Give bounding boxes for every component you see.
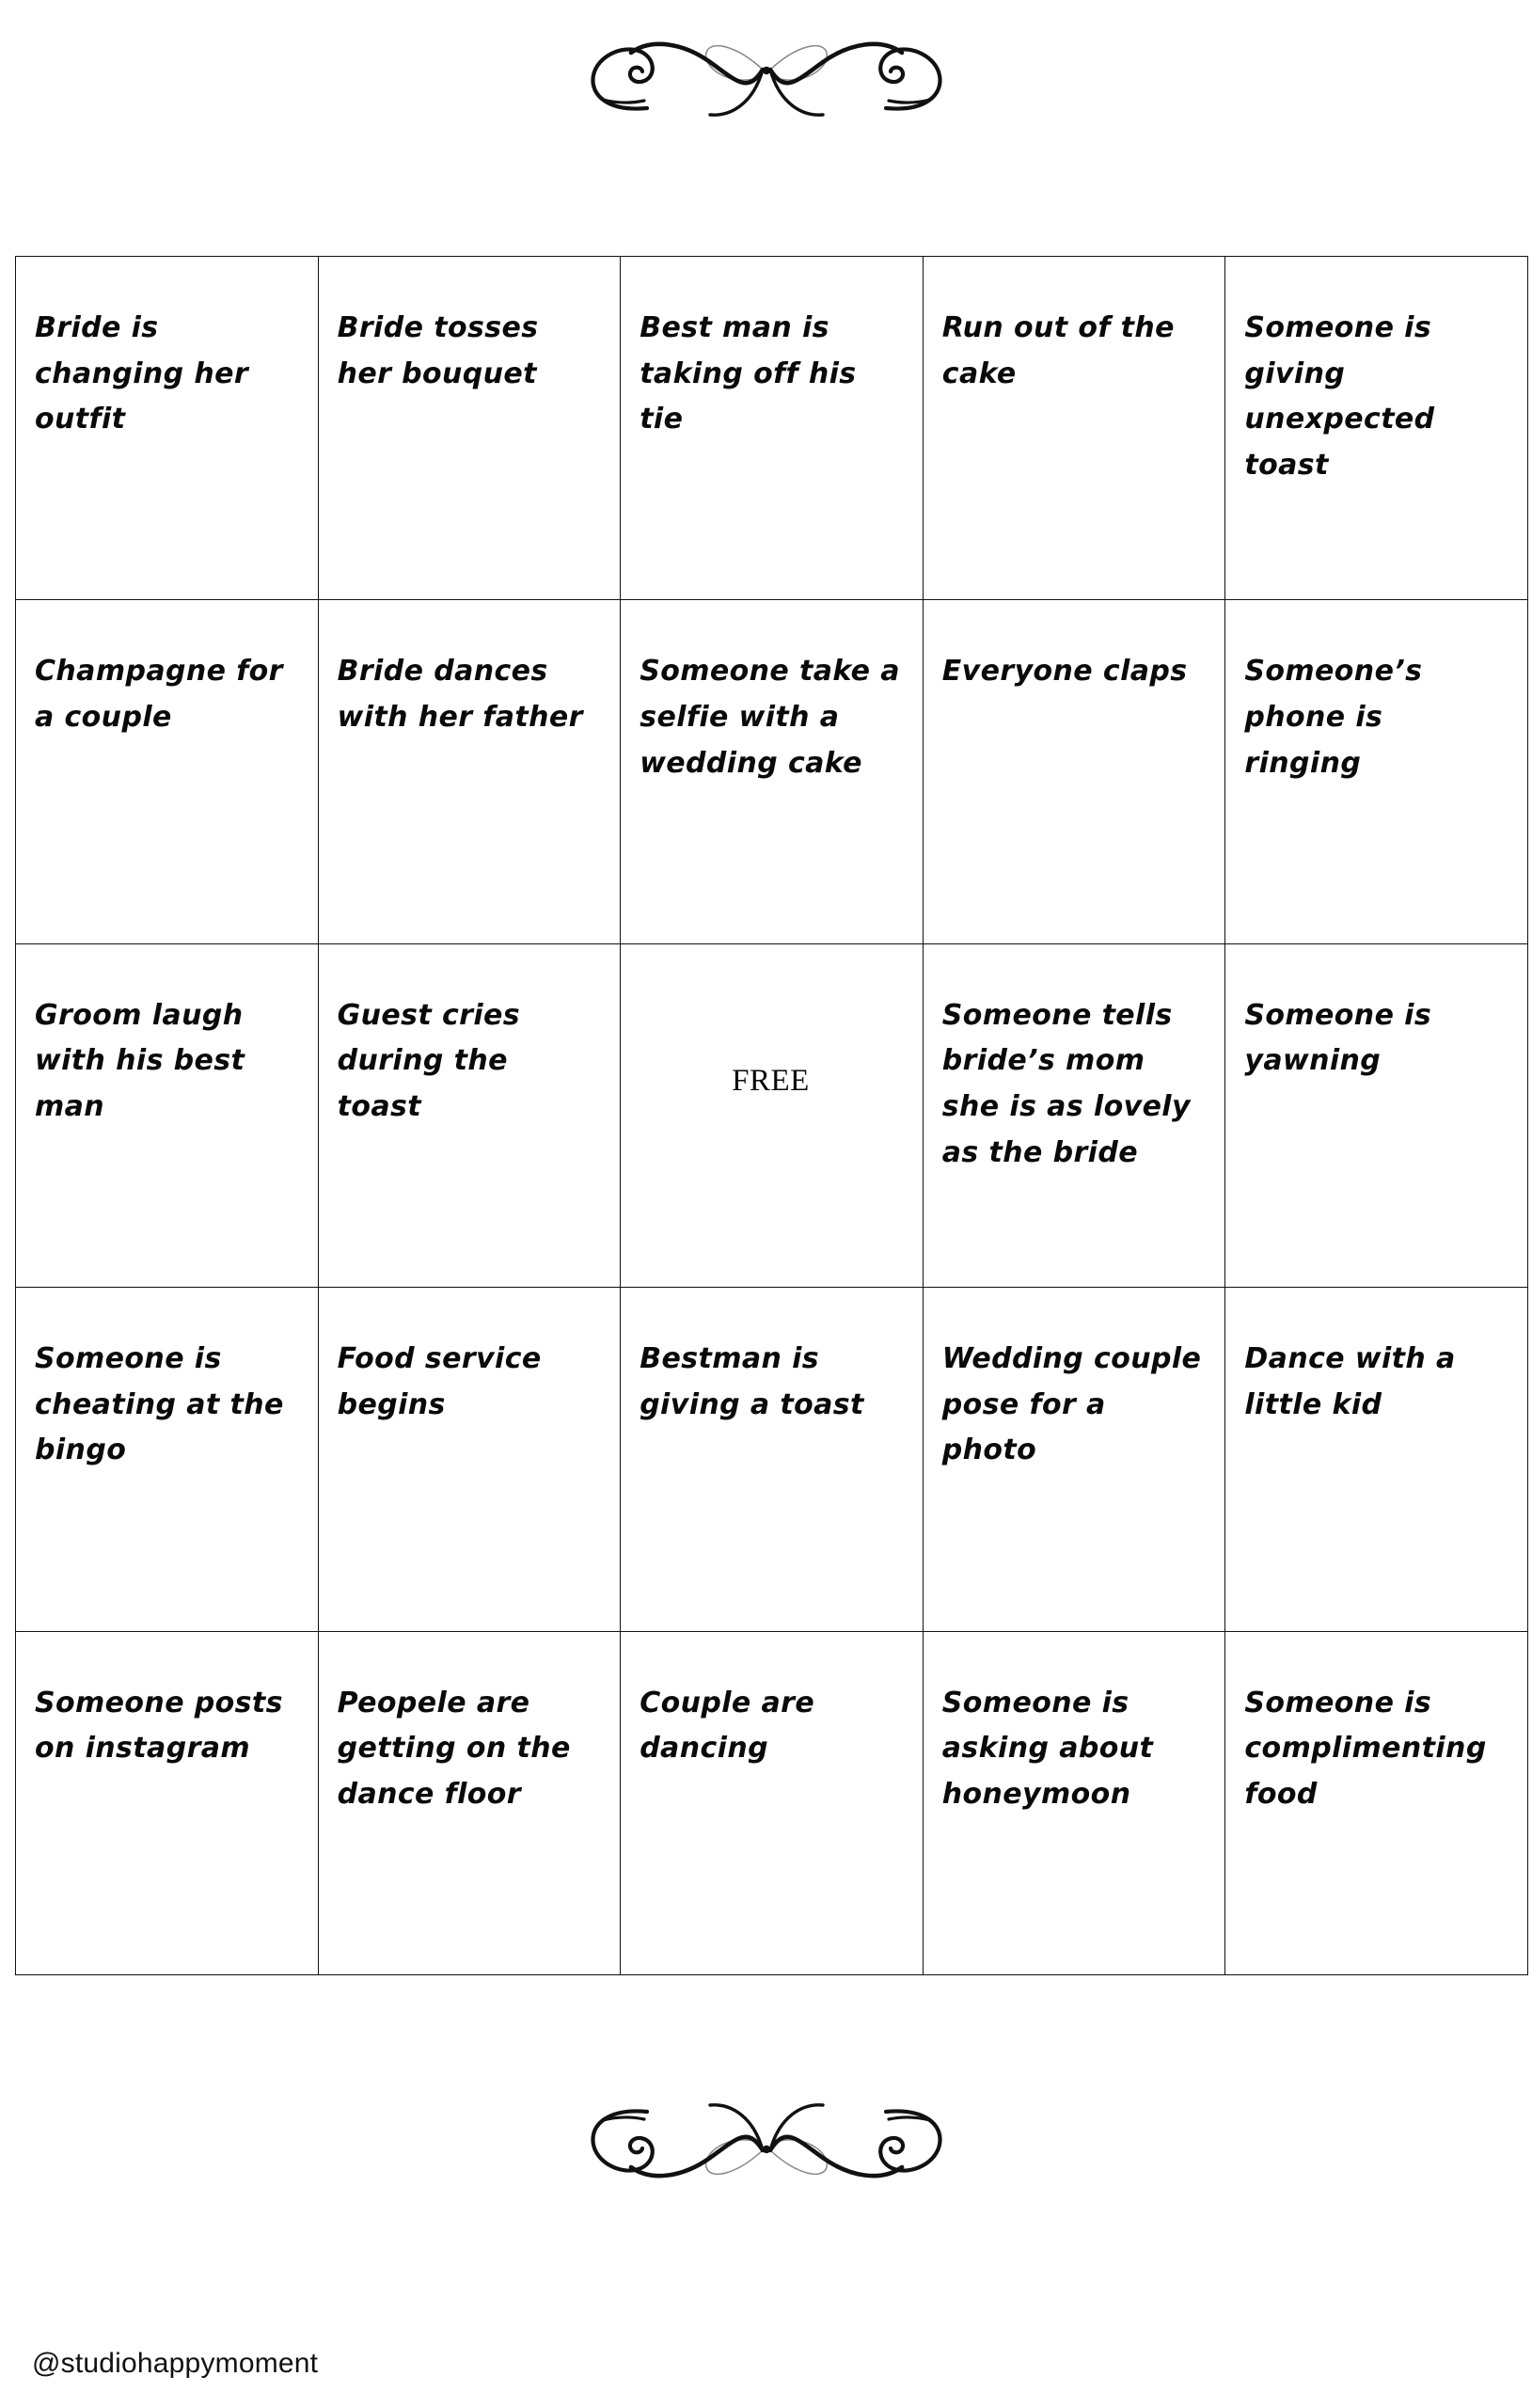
bingo-cell-text: Run out of the cake [941,311,1175,390]
bingo-cell[interactable] [1225,600,1528,943]
bingo-row [16,1631,1528,1974]
bingo-cell[interactable] [923,1288,1225,1631]
bingo-cell[interactable] [16,600,319,943]
bingo-cell-text: Dance with a little kid [1244,1342,1456,1421]
bingo-cell[interactable] [16,1631,319,1974]
calligraphic-flourish-ornament-top [569,17,964,122]
bingo-cell-text: Peopele are getting on the dance floor [337,1686,571,1811]
bingo-row [16,600,1528,943]
calligraphic-flourish-ornament-bottom [569,2098,964,2203]
bingo-cell-text: Someone is asking about honeymoon [941,1686,1154,1811]
bingo-cell-text: Someone is yawning [1244,998,1432,1078]
bingo-cell-text: Bestman is giving a toast [640,1342,864,1421]
bingo-row [16,943,1528,1287]
bingo-cell[interactable] [318,257,621,600]
bingo-cell[interactable] [923,600,1225,943]
bingo-cell[interactable] [923,257,1225,600]
bingo-cell[interactable] [318,1288,621,1631]
bingo-cell-text: Someone is cheating at the bingo [35,1342,284,1467]
bingo-cell-text: Couple are dancing [640,1686,815,1766]
bingo-cell[interactable] [318,943,621,1287]
bingo-cell-text: Someone is complimenting food [1244,1686,1487,1811]
bingo-cell-text: Best man is taking off his tie [640,311,857,436]
bingo-cell-text: Someone take a selfie with a wedding cake [640,655,900,780]
bingo-cell[interactable] [318,1631,621,1974]
bingo-cell[interactable] [621,1631,924,1974]
bingo-cell[interactable] [621,1288,924,1631]
bingo-cell[interactable] [621,257,924,600]
bingo-cell-text: Someone is giving unexpected toast [1244,311,1435,482]
bingo-cell[interactable] [16,943,319,1287]
bingo-cell-text: Someone tells bride’s mom she is as lovely as the bride [941,998,1191,1169]
bingo-cell-text: Bride tosses her bouquet [337,311,539,390]
bingo-cell[interactable] [923,943,1225,1287]
bingo-cell-free[interactable] [621,943,924,1287]
bingo-cell[interactable] [1225,257,1528,600]
bingo-cell-text: Bride dances with her father [337,655,583,734]
bingo-cell-text: Guest cries during the toast [337,998,521,1123]
bingo-grid [15,256,1528,1975]
bingo-cell-text: Bride is changing her outfit [35,311,249,436]
bingo-cell-text: Food service begins [337,1342,542,1421]
studio-handle: @studiohappymoment [32,2348,319,2379]
bingo-cell-text: Someone posts on instagram [35,1686,283,1766]
bingo-cell-text: Someone’s phone is ringing [1244,655,1423,780]
bingo-cell[interactable] [318,600,621,943]
bingo-cell-text: Groom laugh with his best man [35,998,245,1123]
bingo-cell[interactable] [1225,1288,1528,1631]
free-space-label: FREE [732,1063,810,1098]
bingo-row [16,257,1528,600]
bingo-cell[interactable] [1225,1631,1528,1974]
bingo-cell[interactable] [16,257,319,600]
bingo-row [16,1288,1528,1631]
bingo-cell-text: Champagne for a couple [35,655,283,734]
bingo-cell[interactable] [621,600,924,943]
bingo-cell[interactable] [16,1288,319,1631]
bingo-cell[interactable] [1225,943,1528,1287]
bingo-cell-text: Wedding couple pose for a photo [941,1342,1202,1467]
bingo-cell-text: Everyone claps [941,655,1188,689]
bingo-cell[interactable] [923,1631,1225,1974]
